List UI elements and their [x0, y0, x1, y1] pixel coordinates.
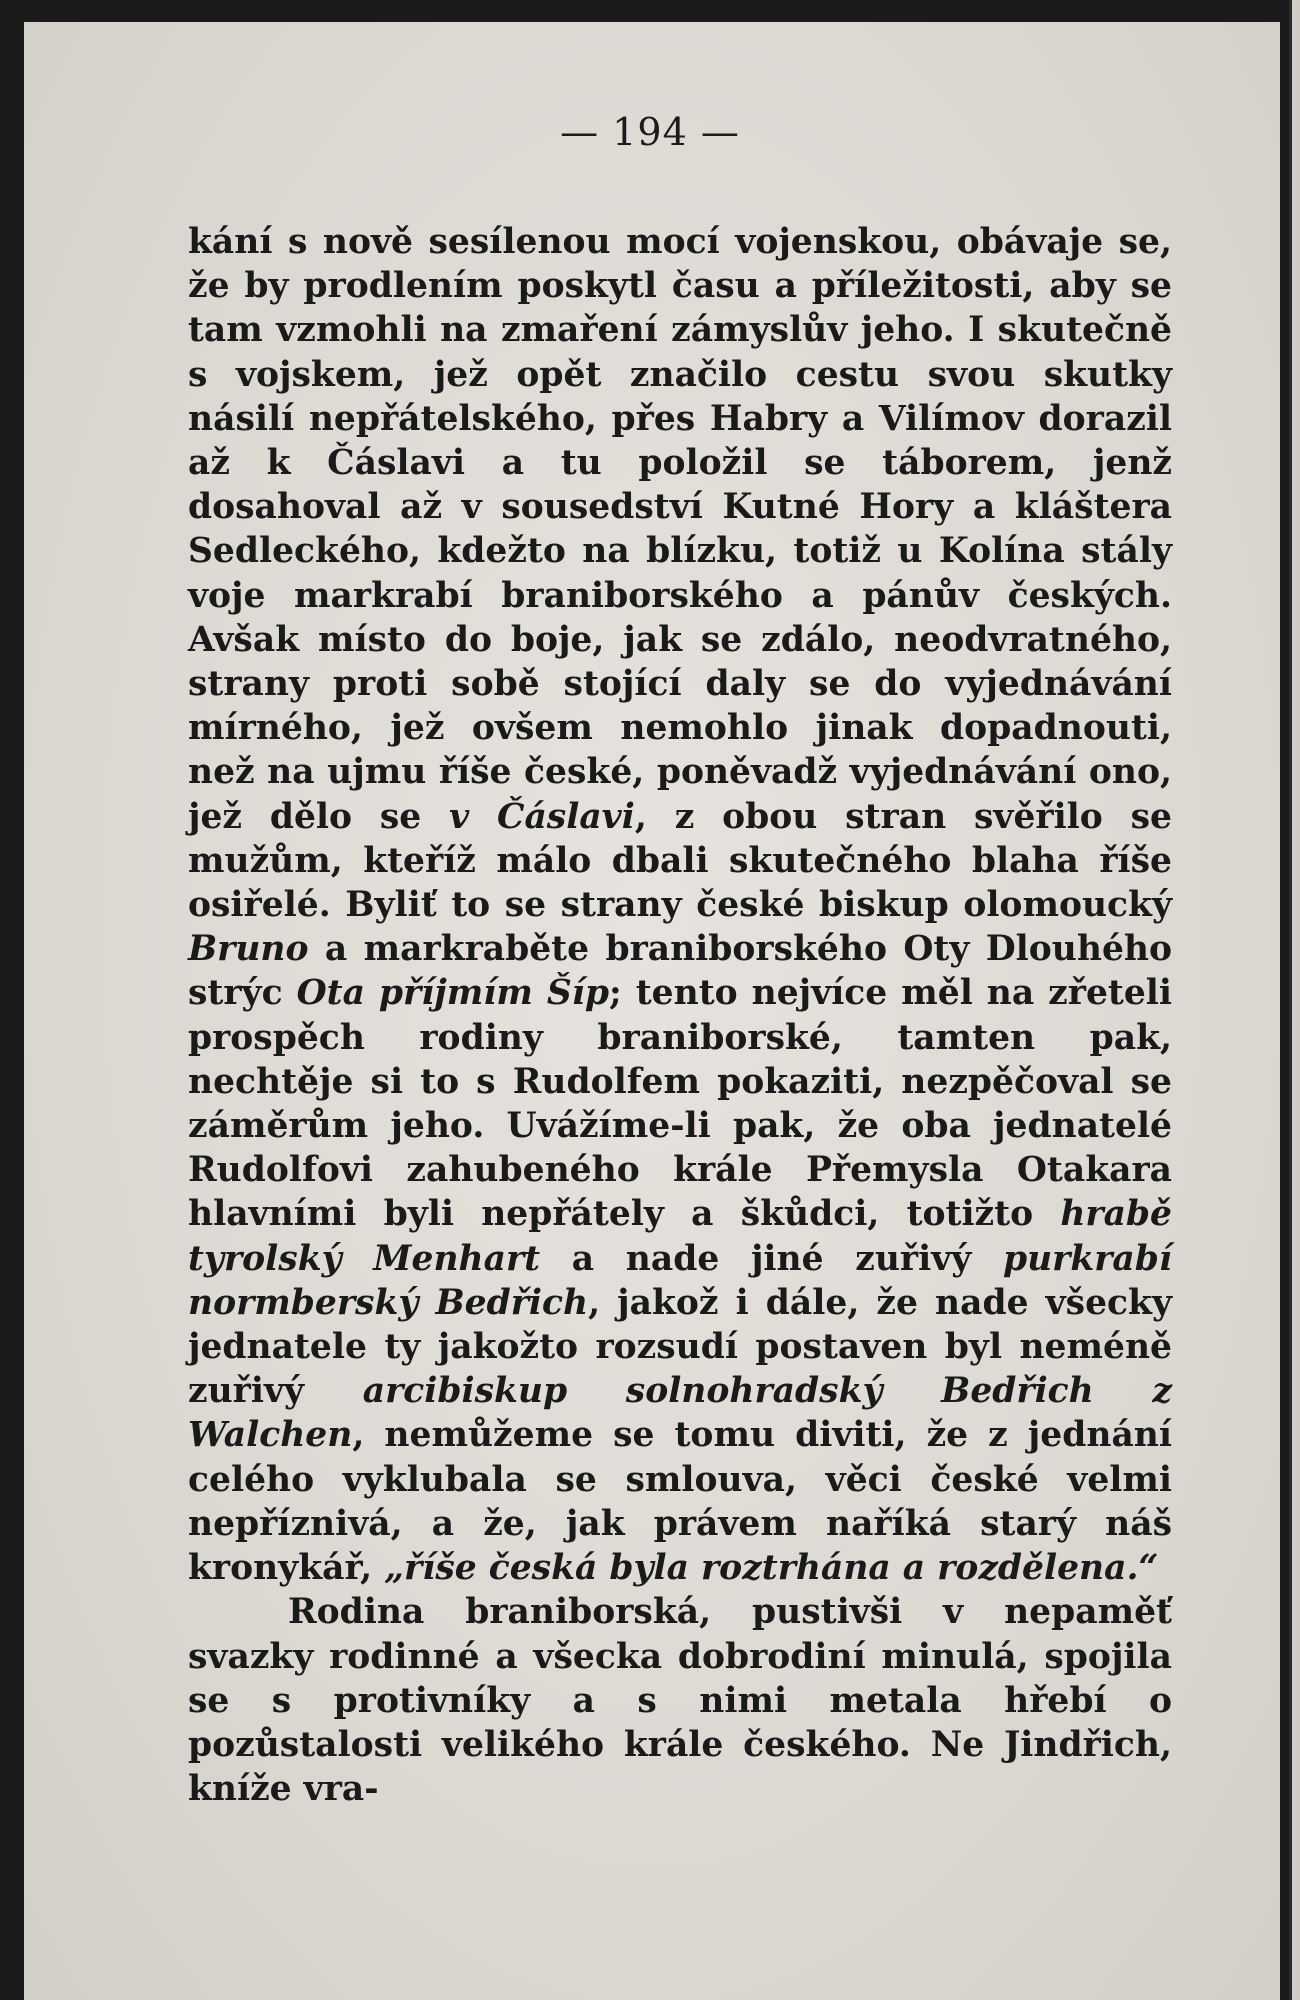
italic-person-name: purkrabí normberský Bedřich [188, 1238, 1173, 1323]
italic-person-name: arcibiskup solnohradský Bedřich z Walchen [188, 1371, 1172, 1456]
page-edge [1289, 0, 1300, 2000]
text-run: a markraběte braniborského Oty Dlouhého strýc [188, 929, 1173, 1014]
text-run: , z obou stran svěřilo se mužům, kteříž málo dbali skutečného blaha říše osiřelé. Byliť to se strany české biskup olomoucký [188, 796, 1173, 926]
text-run: , nemůžeme se tomu diviti, že z jednání celého vyklubala se smlouva, věci české velmi nepříznivá, a že, jak právem naříká starý náš kronykář, [188, 1415, 1172, 1589]
italic-person-name: hrabě tyrolský Menhart [188, 1194, 1172, 1279]
text-run: a nade jiné zuřivý [571, 1238, 972, 1279]
paragraph-1 [188, 220, 1172, 1590]
paragraph-2: Rodina braniborská, pustivši v nepaměť svazky rodinné a všecka dobrodiní minulá, spojila se s protivníky a s nimi metala hřebí o pozůstalosti velikého krále českého. Ne Jindřich, kníže vra- [188, 1592, 1172, 1810]
text-run: kání s nově sesílenou mocí vojenskou, obávaje se, že by prodlením poskytl času a příležitosti, aby se tam vzmohli na zmaření zámyslův jeho. I skutečně s vojskem, jež opět značilo cestu svou skutky násilí nepřátelského, přes Habry a Vilímov dorazil až k Čáslavi a tu položil se táborem, jenž dosahoval až v sousedství Kutné Hory a kláštera Sedleckého, kdežto na blízku, totiž u Kolína stály voje markrabí braniborského a pánův českých. Avšak místo do boje, jak se zdálo, neodvratného, strany proti sobě stojící daly se do vyjednávání mírného, jež ovšem nemohlo jinak dopadnouti, než na ujmu říše české, poněvadž vyjednávání ono, jež dělo se [188, 222, 1172, 837]
text-run: , jakož i dále, že nade všecky jednatele ty jakožto rozsudí postaven byl neméně zuřivý [188, 1282, 1173, 1412]
italic-quotation: „říše česká byla roztrhána a rozdělena.“ [384, 1548, 1159, 1589]
page-number: — 194 — [560, 110, 740, 154]
italic-person-name: Ota příjmím Šíp [296, 973, 610, 1014]
italic-place-name: v Čáslavi [449, 796, 635, 837]
body-text [188, 220, 1172, 1811]
text-run: ; tento nejvíce měl na zřeteli prospěch rodiny braniborské, tamten pak, nechtěje si to s Rudolfem pokaziti, nezpěčoval se záměrům jeho. Uvážíme-li pak, že oba jednatelé Rudolfovi zahubeného krále Přemysla Otakara hlavními byli nepřátely a škůdci, totižto [188, 973, 1173, 1235]
italic-person-name: Bruno [188, 929, 309, 970]
